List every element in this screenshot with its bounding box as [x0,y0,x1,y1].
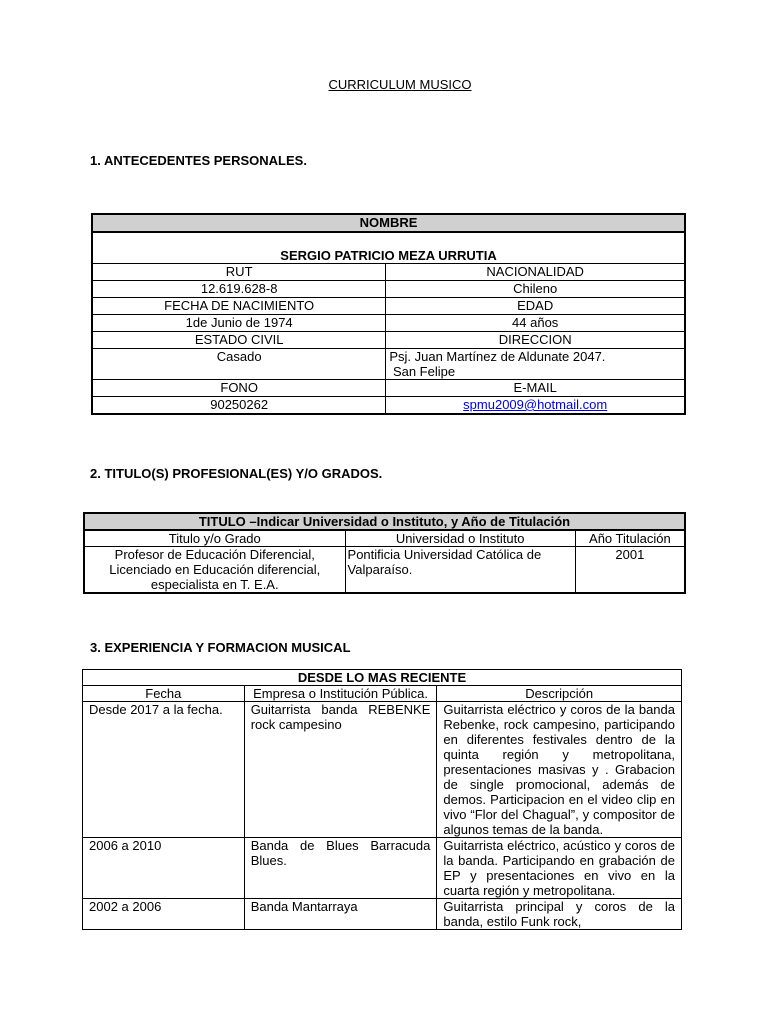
experience-header: DESDE LO MAS RECIENTE [83,670,682,686]
phone-label: FONO [92,380,386,397]
nationality-label: NACIONALIDAD [386,264,685,281]
experience-company: Banda de Blues Barracuda Blues. [244,838,437,899]
section-heading-titles: 2. TITULO(S) PROFESIONAL(ES) Y/O GRADOS. [90,466,383,481]
experience-date: 2006 a 2010 [83,838,245,899]
rut-label: RUT [92,264,386,281]
titles-col-university: Universidad o Instituto [345,530,575,547]
experience-description: Guitarrista principal y coros de la banda, estilo Funk rock, [437,899,682,930]
section-heading-personal: 1. ANTECEDENTES PERSONALES. [90,153,307,168]
experience-company: Guitarrista banda REBENKE rock campesino [244,702,437,838]
rut-value: 12.619.628-8 [92,281,386,298]
experience-col-date: Fecha [83,686,245,702]
experience-description: Guitarrista eléctrico, acústico y coros de la banda. Participando en grabación de EP y presentaciones en vivo en la cuarta región y metropolitana. [437,838,682,899]
titles-header: TITULO –Indicar Universidad o Instituto, y Año de Titulación [84,513,685,530]
full-name: SERGIO PATRICIO MEZA URRUTIA [92,232,685,264]
address-label: DIRECCION [386,332,685,349]
email-cell [386,397,685,415]
table-row [83,702,682,838]
name-header: NOMBRE [92,214,685,232]
table-row [83,899,682,930]
experience-table [82,669,682,930]
experience-description: Guitarrista eléctrico y coros de la banda Rebenke, rock campesino, participando en diferentes festivales dentro de la quinta región y metropolitana, presentaciones masivas y . Grabacion de single promocional, además de demos. Participacion en el video clip en vivo “Flor del Chagual”, y compositor de algunos temas de la banda. [437,702,682,838]
experience-col-company: Empresa o Institución Pública. [244,686,437,702]
degree-value: Profesor de Educación Diferencial, Licenciado en Educación diferencial, especialista en T. E.A. [84,547,345,594]
university-value: Pontificia Universidad Católica de Valparaíso. [345,547,575,594]
address-value [386,349,685,380]
titles-col-year: Año Titulación [575,530,685,547]
year-value: 2001 [575,547,685,594]
titles-table [83,512,686,594]
civil-status-label: ESTADO CIVIL [92,332,386,349]
experience-company: Banda Mantarraya [244,899,437,930]
age-value: 44 años [386,315,685,332]
phone-value: 90250262 [92,397,386,415]
dob-value: 1de Junio de 1974 [92,315,386,332]
table-row [83,838,682,899]
nationality-value: Chileno [386,281,685,298]
experience-col-description: Descripción [437,686,682,702]
age-label: EDAD [386,298,685,315]
section-heading-experience: 3. EXPERIENCIA Y FORMACION MUSICAL [90,640,351,655]
address-line-2: San Felipe [389,364,456,379]
titles-col-degree: Titulo y/o Grado [84,530,345,547]
email-label: E-MAIL [386,380,685,397]
dob-label: FECHA DE NACIMIENTO [92,298,386,315]
address-line-1: Psj. Juan Martínez de Aldunate 2047. [389,349,606,364]
personal-info-table [91,213,686,415]
experience-date: 2002 a 2006 [83,899,245,930]
email-link[interactable]: spmu2009@hotmail.com [463,397,608,412]
civil-status-value: Casado [92,349,386,380]
document-title: CURRICULUM MUSICO [328,77,472,92]
experience-date: Desde 2017 a la fecha. [83,702,245,838]
